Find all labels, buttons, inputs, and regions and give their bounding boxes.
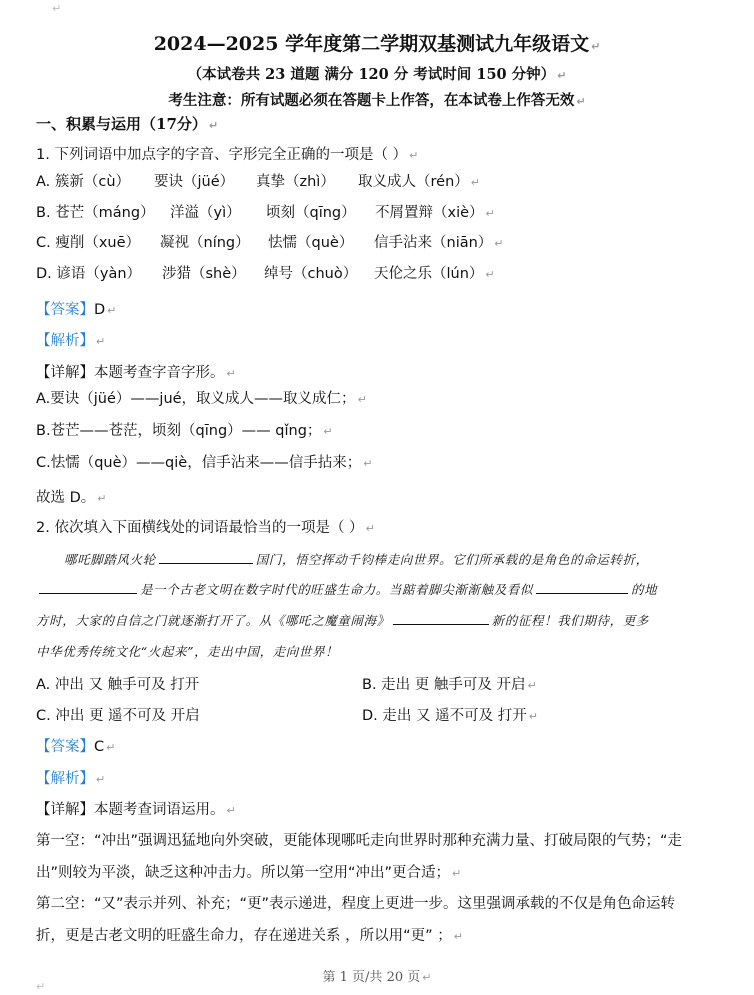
q2-passage-line-4: 中华优秀传统文化“火起来”，走出中国，走向世界！ — [36, 644, 339, 659]
q2-blank-1 — [159, 551, 253, 564]
q1-detail-line-c: C.怯懦（què）——qiè，信手沾来——信手拈来； ↵ — [36, 455, 373, 471]
exam-title: 2024—2025 学年度第二学期双基测试九年级语文 ↵ — [153, 33, 601, 55]
q2-passage-line-1: 哪吒脚踏风火轮 国门，悟空挥动千钧棒走向世界。它们所承载的是角色的命运转折， — [64, 552, 649, 567]
q2-passage-line-2: 是一个古老文明在数字时代的旺盛生命力。当踮着脚尖渐渐触及看似 的地 — [36, 580, 657, 598]
exam-subtitle: （本试卷共 23 道题 满分 120 分 考试时间 150 分钟） ↵ — [187, 66, 567, 83]
q2-para1-line-2: 出”则较为平淡，缺乏这种冲击力。所以第一空用“冲出”更合适； ↵ — [36, 865, 462, 881]
q1-answer: 【答案】D ↵ — [36, 302, 117, 318]
q2-stem: 2. 依次填入下面横线处的词语最恰当的一项是（ ） ↵ — [36, 520, 375, 536]
q2-passage-line-3: 方时，大家的自信之门就逐渐打开了。从《哪吒之魔童闹海》 新的征程！我们期待，更多 — [36, 613, 649, 628]
q2-option-b: B. 走出 更 触手可及 开启 ↵ — [362, 677, 537, 693]
q2-answer: 【答案】C ↵ — [36, 739, 116, 755]
q1-option-b: B. 苍芒（máng） 洋溢（yì） 顷刻（qīng） 不屑置辩（xiè） ↵ — [36, 205, 495, 221]
q2-blank-3 — [536, 581, 628, 594]
q2-para2-line-2: 折，更是古老文明的旺盛生命力，存在递进关系 ，所以用“更” ； ↵ — [36, 928, 463, 944]
q1-conclusion: 故选 D。 ↵ — [36, 490, 107, 506]
q2-blank-4 — [393, 612, 489, 625]
q2-option-d: D. 走出 又 遥不可及 打开 ↵ — [362, 708, 538, 724]
q1-option-a: A. 簇新（cù） 要诀（jüé） 真挚（zhì） 取义成人（rén） ↵ — [36, 174, 480, 190]
section-heading: 一、积累与运用（17分） ↵ — [36, 115, 219, 133]
q1-analysis-label: 【解析】 ↵ — [36, 333, 106, 349]
page-footer: 第 1 页/共 20 页 ↵ — [322, 970, 432, 985]
corner-mark-top: ↵ — [52, 2, 62, 15]
q2-detail: 【详解】本题考查词语运用。 ↵ — [36, 802, 236, 818]
q1-detail-line-b: B.苍芒——苍茫，顷刻（qīng）—— qǐng； ↵ — [36, 423, 333, 439]
q2-para1-line-1: 第一空：“冲出”强调迅猛地向外突破，更能体现哪吒走向世界时那种充满力量、打破局限的气势；“走 — [36, 833, 683, 849]
q1-option-c: C. 瘦削（xuē） 凝视（níng） 怯懦（què） 信手沾来（niān） ↵ — [36, 235, 504, 251]
q2-option-c: C. 冲出 更 遥不可及 开启 — [36, 708, 200, 724]
q2-blank-2 — [39, 581, 137, 594]
q2-para2-line-1: 第二空：“又”表示并列、补充；“更”表示递进，程度上更进一步。这里强调承载的不仅是角色命运转 — [36, 896, 676, 912]
q1-option-d: D. 谚语（yàn） 涉猎（shè） 绰号（chuò） 天伦之乐（lún） ↵ — [36, 266, 495, 282]
q2-analysis-label: 【解析】 ↵ — [36, 771, 106, 787]
exam-notice: 考生注意：所有试题必须在答题卡上作答，在本试卷上作答无效 ↵ — [168, 92, 586, 109]
q1-detail-line-a: A.要诀（jüé）——jué，取义成人——取义成仁； ↵ — [36, 391, 367, 407]
q1-stem: 1. 下列词语中加点字的字音、字形完全正确的一项是（ ） ↵ — [36, 147, 419, 163]
corner-mark-bottom: ↵ — [36, 980, 46, 993]
q2-option-a: A. 冲出 又 触手可及 打开 — [36, 677, 200, 693]
q1-detail: 【详解】本题考查字音字形。 ↵ — [36, 365, 236, 381]
